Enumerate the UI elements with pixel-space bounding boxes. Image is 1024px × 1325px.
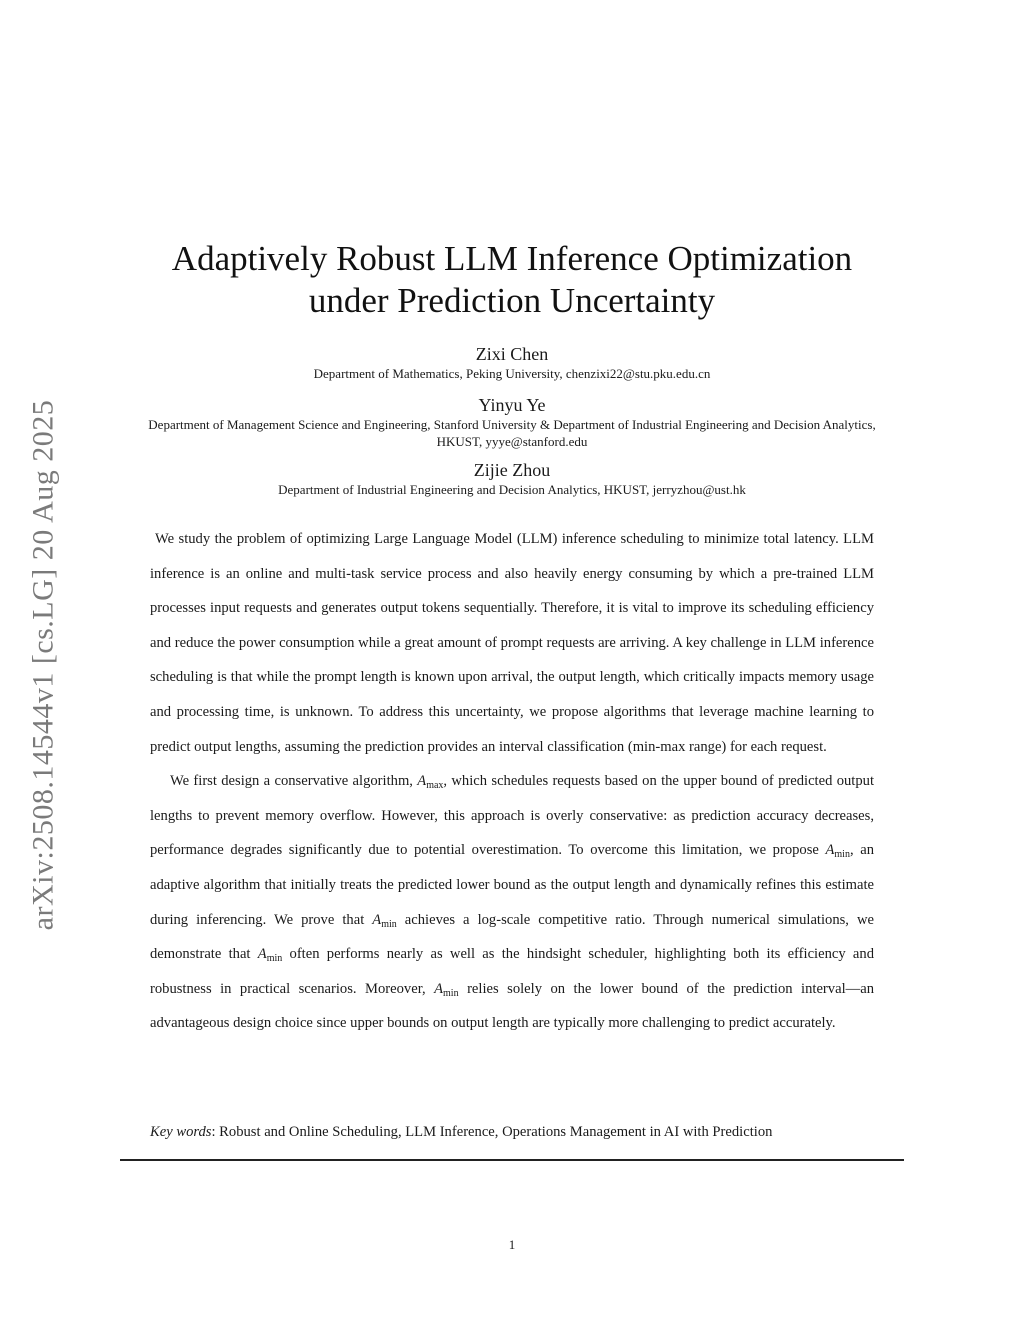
algorithm-subscript: min [266,953,283,965]
algorithm-subscript: min [443,987,459,999]
author-name: Zixi Chen [475,344,549,364]
algorithm-amin-symbol [825,842,850,861]
page-number: 1 [508,1237,516,1252]
abstract-text-segment: achieves a log-scale competitive ratio. Through numerical simulations, we demonstrate that [150,911,875,963]
algorithm-subscript: min [381,918,397,930]
abstract [150,522,874,1041]
abstract-text-segment: often performs nearly as well as the hindsight scheduler, highlighting both its efficiency and robustness in practical scenarios. Moreover, [150,946,874,997]
author-block-1 [0,343,1024,382]
abstract-text-segment: , which schedules requests based on the upper bound of predicted output lengths to prevent memory overflow. However, this approach is overly conservative: as prediction accuracy decreases, performance degrades significantly due to potential overestimation. To overcome this limitation, we propose [150,773,874,859]
keywords-label: Key words [150,1124,212,1140]
keywords [150,1120,874,1144]
algorithm-letter: A [434,980,444,997]
algorithm-letter: A [372,911,382,928]
author-block-3 [0,459,1024,498]
author-affiliation: Department of Management Science and Engineering, Stanford University & Department of Industrial Engineering and Decision Analytics, HKUST, yyye@stanford.edu [148,417,876,449]
arxiv-identifier-text: arXiv:2508.14544v1 [cs.LG] 20 Aug 2025 [26,399,59,931]
paper-title [0,238,1024,322]
author-name: Zijie Zhou [473,460,551,480]
author-block-2 [0,394,1024,450]
algorithm-amin-symbol [257,946,283,965]
title-line-1: Adaptively Robust LLM Inference Optimization [171,239,853,278]
algorithm-amin-symbol [434,981,458,997]
author-name: Yinyu Ye [478,395,546,415]
abstract-paragraph-2 [150,764,874,1041]
title-line-2: under Prediction Uncertainty [308,281,716,320]
algorithm-letter: A [417,773,427,790]
abstract-paragraph-1: We study the problem of optimizing Large Language Model (LLM) inference scheduling to minimize total latency. LLM inference is an online and multi-task service process and also heavily energy consuming by which a pre-trained LLM processes input requests and generates output tokens sequentially. Therefore, it is vital to improve its scheduling efficiency and reduce the power consumption while a great amount of prompt requests are arriving. A key challenge in LLM inference scheduling is that while the prompt length is known upon arrival, the output length, which critically impacts memory usage and processing time, is unknown. To address this uncertainty, we propose algorithms that leverage machine learning to predict output lengths, assuming the prediction provides an interval classification (min-max range) for each request. [150,531,874,755]
author-affiliation: Department of Industrial Engineering and Decision Analytics, HKUST, jerryzhou@ust.hk [278,482,746,497]
algorithm-amax-symbol [417,773,444,792]
algorithm-amin-symbol [372,912,396,928]
algorithm-letter: A [257,946,267,963]
keywords-text: : Robust and Online Scheduling, LLM Inference, Operations Management in AI with Prediction [211,1124,773,1140]
algorithm-letter: A [825,842,835,859]
abstract-text-segment: , an adaptive algorithm that initially treats the predicted lower bound as the output length and dynamically refines this estimate during inferencing. We prove that [150,842,874,928]
algorithm-subscript: max [426,780,444,792]
abstract-text-segment: We first design a conservative algorithm, [170,773,418,790]
abstract-text-segment: relies solely on the lower bound of the prediction interval—an advantageous design choice since upper bounds on output length are typically more challenging to predict accurately. [150,980,874,1032]
algorithm-subscript: min [834,849,850,861]
section-divider [120,1159,904,1161]
author-affiliation: Department of Mathematics, Peking University, chenzixi22@stu.pku.edu.cn [313,366,711,381]
